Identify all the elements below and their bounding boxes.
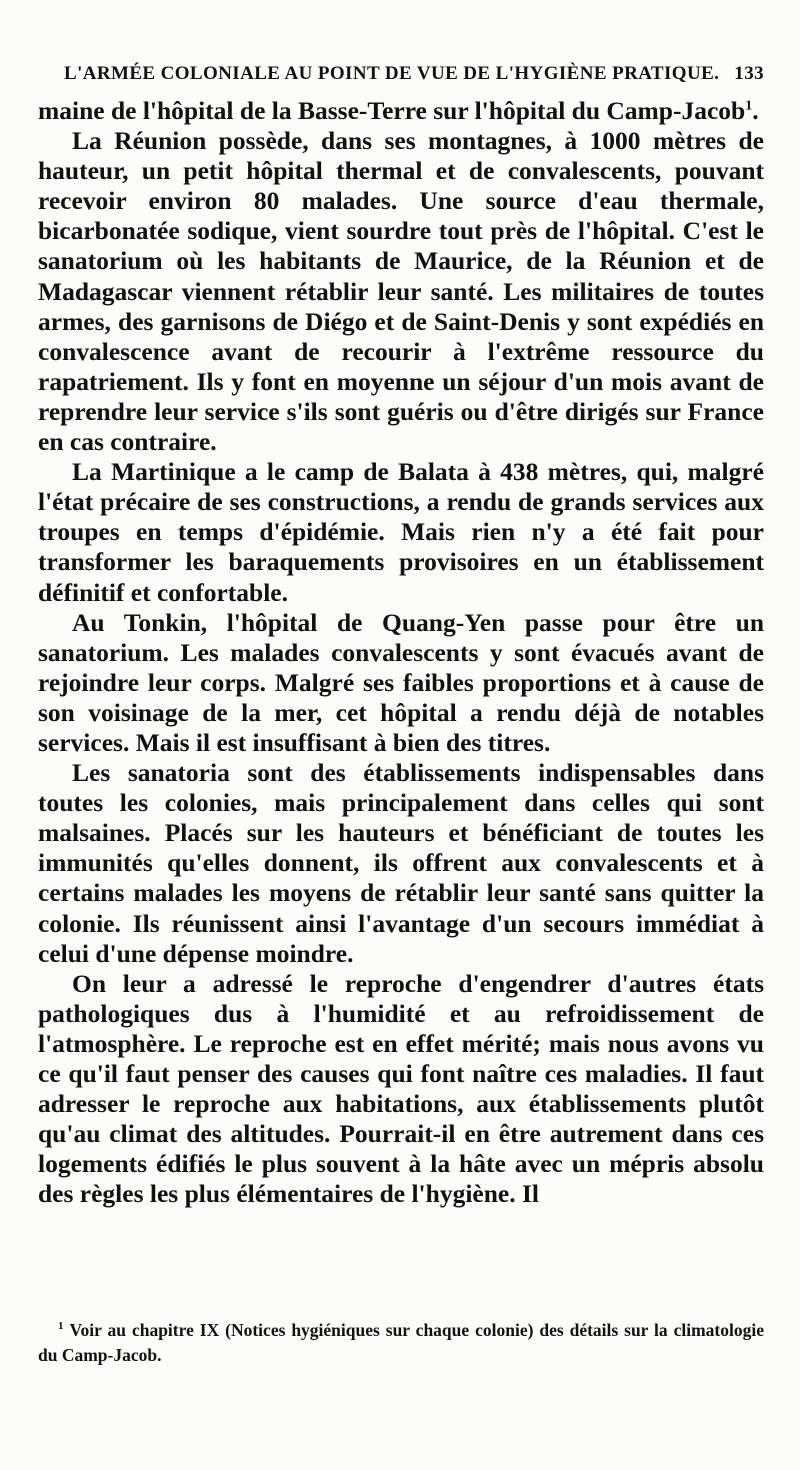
page-number: 133: [734, 63, 764, 84]
paragraph-martinique: La Martinique a le camp de Balata à 438 mètres, qui, malgré l'état précaire de ses constructions, a rendu de grands services aux troupes en temps d'épidémie. Mais rien n'y a été fait pour transformer les baraquements provisoires en un établissement définitif et confortable.: [38, 457, 764, 607]
book-page: [38, 56, 764, 1209]
paragraph-sanatoria: Les sanatoria sont des établissements indispensables dans toutes les colonies, mais principalement dans celles qui sont malsaines. Placés sur les hauteurs et bénéficiant de toutes les immunités qu'elles donnent, ils offrent aux convalescents et à certains malades les moyens de rétablir leur santé sans quitter la colonie. Ils réunissent ainsi l'avantage d'un secours immédiat à celui d'une dépense moindre.: [38, 758, 764, 968]
paragraph-continuation: [38, 96, 764, 126]
footnote-text: Voir au chapitre IX (Notices hygiéniques sur chaque colonie) des détails sur la climatologie du Camp-Jacob.: [38, 1320, 764, 1365]
paragraph-text-end: .: [752, 96, 759, 125]
paragraph-reunion: La Réunion possède, dans ses montagnes, à 1000 mètres de hauteur, un petit hôpital thermal et de convalescents, pouvant recevoir environ 80 malades. Une source d'eau thermale, bicarbonatée sodique, vient sourdre tout près de l'hôpital. C'est le sanatorium où les habitants de Maurice, de la Réunion et de Madagascar viennent rétablir leur santé. Les militaires de toutes armes, des garnisons de Diégo et de Saint-Denis y sont expédiés en convalescence avant de recourir à l'extrême ressource du rapatriement. Ils y font en moyenne un séjour d'un mois avant de reprendre leur service s'ils sont guéris ou d'être dirigés sur France en cas contraire.: [38, 126, 764, 457]
body-text: [38, 96, 764, 1209]
paragraph-text: maine de l'hôpital de la Basse-Terre sur l'hôpital du Camp-Jacob: [38, 96, 746, 125]
footnote: [38, 1318, 764, 1368]
footnote-paragraph: [38, 1318, 764, 1368]
footnote-reference: 1: [745, 98, 753, 114]
running-title: L'ARMÉE COLONIALE AU POINT DE VUE DE L'HYGIÈNE PRATIQUE.: [64, 63, 720, 84]
paragraph-reproche: On leur a adressé le reproche d'engendrer d'autres états pathologiques dus à l'humidité et au refroidissement de l'atmosphère. Le reproche est en effet mérité; mais nous avons vu ce qu'il faut penser des causes qui font naître ces maladies. Il faut adresser le reproche aux habitations, aux établissements plutôt qu'au climat des altitudes. Pourrait-il en être autrement dans ces logements édifiés le plus souvent à la hâte avec un mépris absolu des règles les plus élémentaires de l'hygiène. Il: [38, 968, 764, 1209]
paragraph-tonkin: Au Tonkin, l'hôpital de Quang-Yen passe pour être un sanatorium. Les malades convalescents y sont évacués avant de rejoindre leur corps. Malgré ses faibles proportions et à cause de son voisinage de la mer, cet hôpital a rendu déjà de notables services. Mais il est insuffisant à bien des titres.: [38, 607, 764, 757]
footnote-mark: 1: [58, 1320, 64, 1333]
running-head: [64, 56, 764, 92]
